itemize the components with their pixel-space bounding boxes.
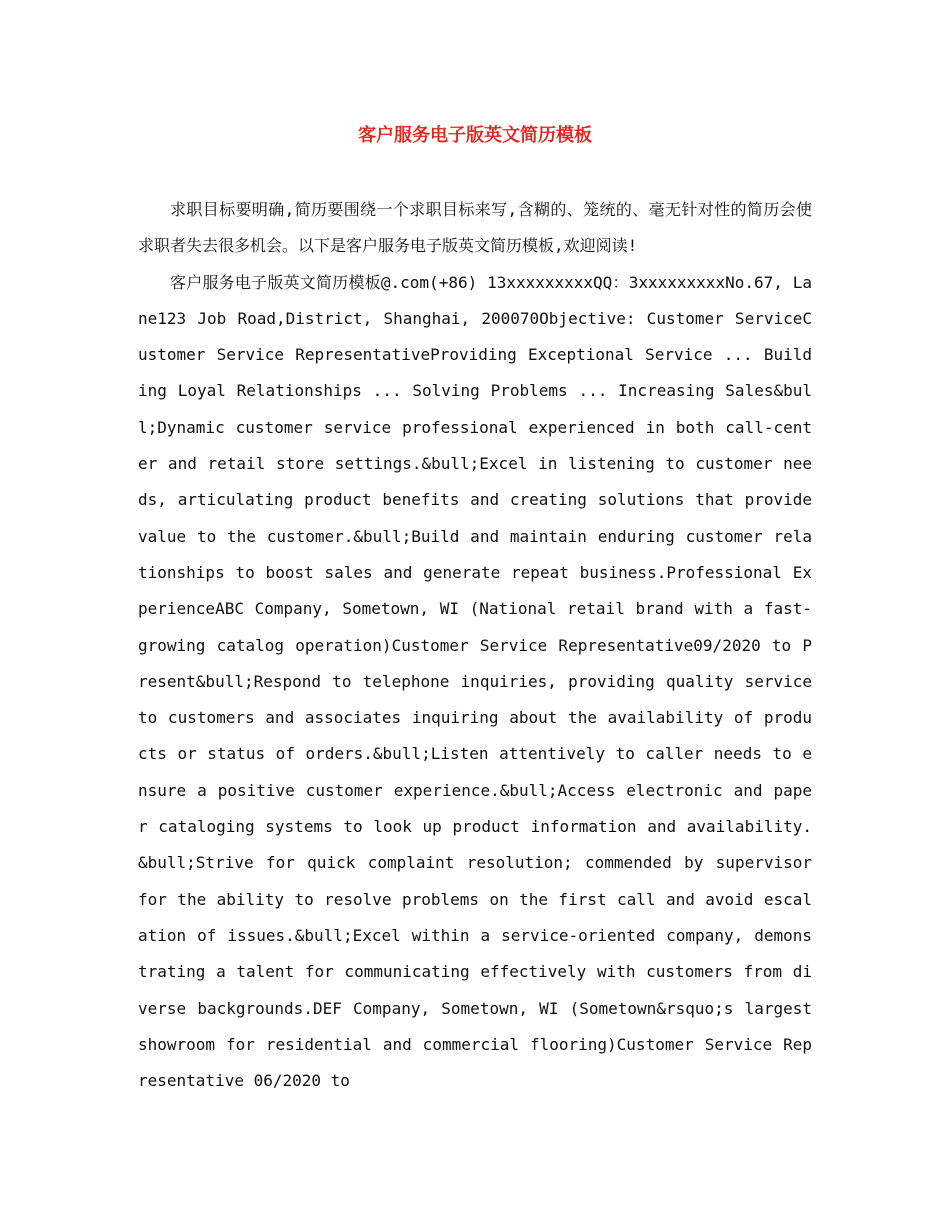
resume-paragraph: 客户服务电子版英文简历模板@.com(+86) 13xxxxxxxxxQQ：3xxxxxxxxxNo.67, Lane123 Job Road,District, Shanghai, 200070Objective: Customer ServiceCustomer Service RepresentativeProviding Exceptional Service ... Building Loyal Relationships ... Solving Problems ... Increasing Sales&bull;Dynamic customer service professional experienced in both call-center and retail store settings.&bull;Excel in listening to customer needs, articulating product benefits and creating solutions that provide value to the customer.&bull;Build and maintain enduring customer relationships to boost sales and generate repeat business.Professional ExperienceABC Company, Sometown, WI (National retail brand with a fast-growing catalog operation)Customer Service Representative09/2020 to Present&bull;Respond to telephone inquiries, providing quality service to customers and associates inquiring about the availability of products or status of orders.&bull;Listen attentively to caller needs to ensure a positive customer experience.&bull;Access electronic and paper cataloging systems to look up product information and availability.&bull;Strive for quick complaint resolution; commended by supervisor for the ability to resolve problems on the first call and avoid escalation of issues.&bull;Excel within a service-oriented company, demonstrating a talent for communicating effectively with customers from diverse backgrounds.DEF Company, Sometown, WI (Sometown&rsquo;s largest showroom for residential and commercial flooring)Customer Service Representative 06/2020 to [138,272,812,1091]
document-title: 客户服务电子版英文简历模板 [358,125,592,146]
intro-paragraph: 求职目标要明确,简历要围绕一个求职目标来写,含糊的、笼统的、毫无针对性的简历会使求职者失去很多机会。以下是客户服务电子版英文简历模板,欢迎阅读! [138,200,812,256]
document-body [138,192,812,1099]
